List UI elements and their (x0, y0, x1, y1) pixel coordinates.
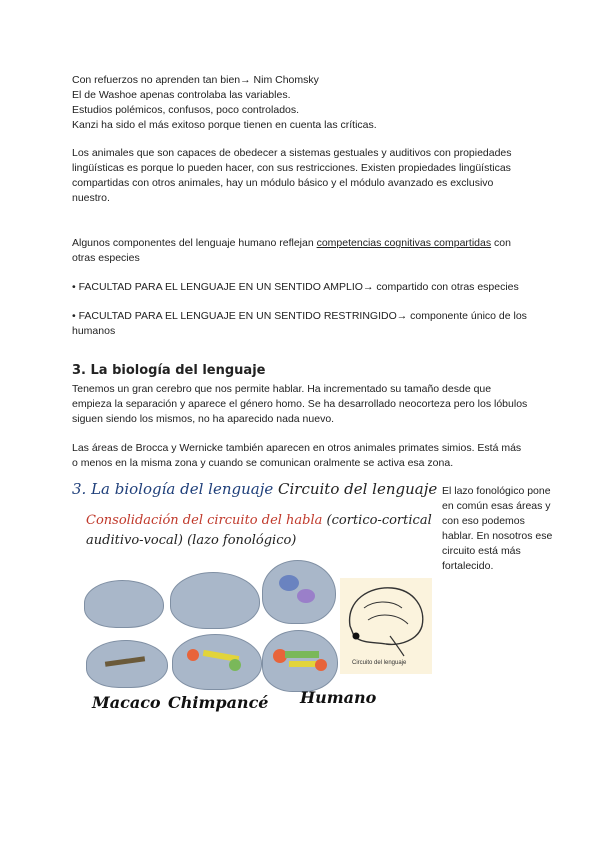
area-red (315, 659, 327, 671)
label-macaco: Macaco (92, 693, 161, 712)
area-purple (297, 589, 315, 603)
paragraph-components (72, 236, 528, 266)
brain-chimp-top (170, 572, 260, 629)
figure-title-left: 3. La biología del lenguaje (72, 480, 274, 498)
intro-line: Con refuerzos no aprenden tan bien→ Nim Chomsky (72, 74, 319, 86)
tract-green (285, 651, 319, 658)
underlined-term: competencias cognitivas compartidas (316, 237, 492, 249)
brain-humano-top (262, 560, 336, 624)
figure-subtitle (86, 513, 432, 528)
inset-caption: Circuito del lenguaje (352, 660, 407, 666)
paragraph-brain: Tenemos un gran cerebro que nos permite hablar. Ha incrementado su tamaño desde que empieza la separación y aparece el género homo. Se ha desarrollado neocorteza pero los lóbulos siguen siendo los mismos, no ha aparecido nada nuevo. (72, 383, 528, 425)
figure-title-right: Circuito del lenguaje (278, 480, 438, 498)
subtitle-rest: (cortico-cortical (322, 513, 432, 528)
text: con otras especies (72, 237, 511, 264)
area-blue (279, 575, 299, 591)
area-green (229, 659, 241, 671)
subtitle-red: Consolidación del circuito del habla (86, 513, 323, 528)
paragraph-animals: Los animales que son capaces de obedecer a sistemas gestuales y auditivos con propiedades lingüísticas es porque lo pueden hacer, con sus restricciones. Existen propiedades lingüísticas compartidas con otros animales, hay un módulo básico y el módulo avanzado es exclusivo nuestro. (72, 147, 512, 204)
paragraph-areas: Las áreas de Brocca y Wernicke también aparecen en otros animales primates simios. Está más o menos en la misma zona y cuando se comunican oralmente se activa esa zona. (72, 442, 522, 469)
text: Algunos componentes del lenguaje humano reflejan (72, 237, 317, 249)
bullet-restringido: • FACULTAD PARA EL LENGUAJE EN UN SENTIDO RESTRINGIDO→ componente único de los humanos (72, 310, 527, 337)
section-title: 3. La biología del lenguaje (72, 363, 266, 378)
label-chimpance: Chimpancé (168, 693, 269, 712)
tract-brown (105, 656, 145, 667)
brain-macaco-bottom (86, 640, 168, 688)
brain-macaco-top (84, 580, 164, 628)
inset-brain-sketch (340, 578, 432, 658)
brain-chimp-bottom (172, 634, 262, 690)
figure-subtitle-line2: auditivo-vocal) (lazo fonológico) (86, 533, 297, 548)
label-humano: Humano (300, 688, 377, 707)
side-caption: El lazo fonológico pone en común esas áreas y con eso podemos hablar. En nosotros ese circuito está más fortalecido. (442, 485, 553, 572)
intro-line: Kanzi ha sido el más exitoso porque tienen en cuenta las críticas. (72, 119, 377, 131)
bullet-amplio: • FACULTAD PARA EL LENGUAJE EN UN SENTIDO AMPLIO→ compartido con otras especies (72, 281, 519, 293)
brain-humano-bottom (262, 630, 338, 692)
inset-panel (340, 578, 432, 674)
intro-line: Estudios polémicos, confusos, poco controlados. (72, 104, 300, 116)
intro-line: El de Washoe apenas controlaba las variables. (72, 89, 291, 101)
area-red (187, 649, 199, 661)
